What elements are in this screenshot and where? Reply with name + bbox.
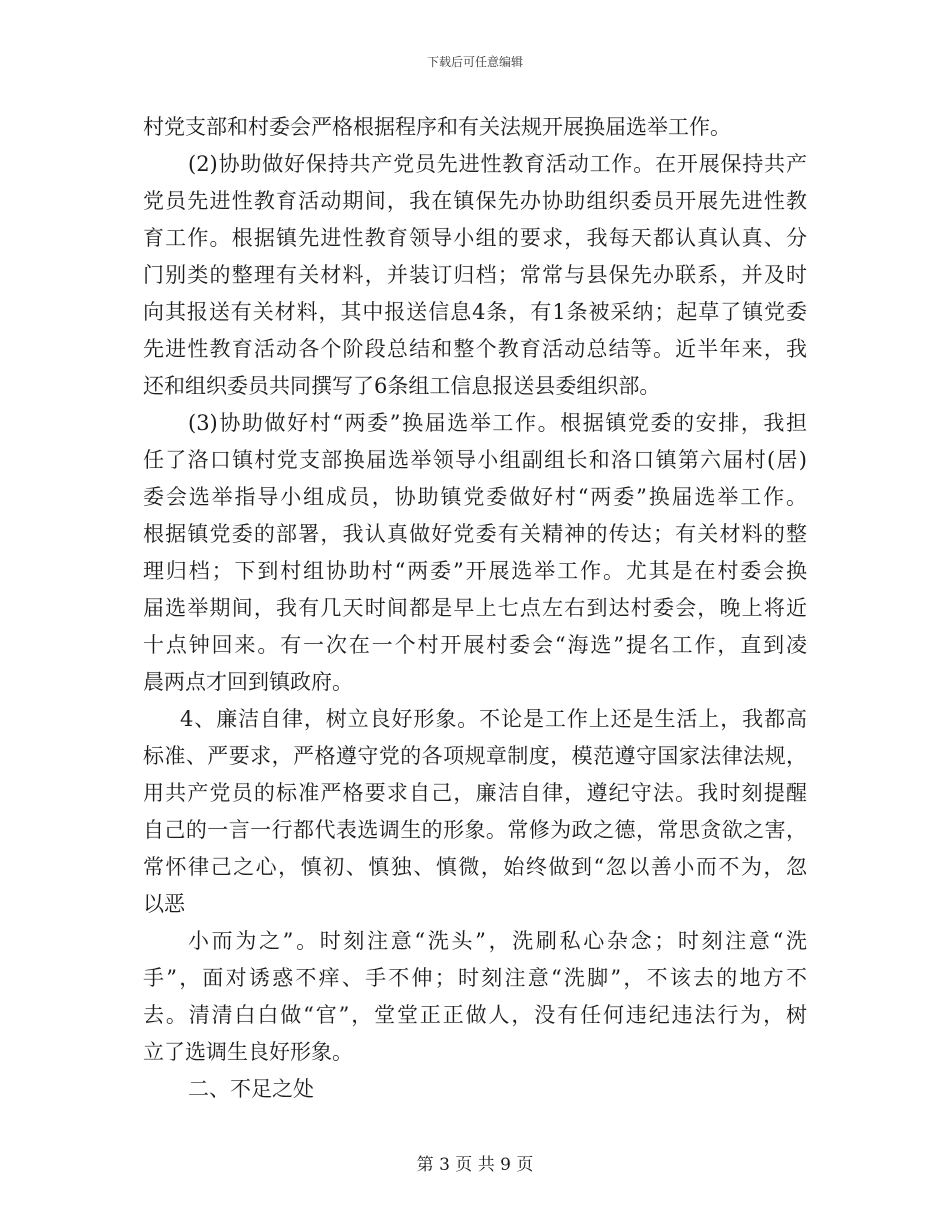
body-line: 门别类的整理有关材料，并装订归档；常常与县保先办联系，并及时 xyxy=(143,263,807,287)
body-line: 晨两点才回到镇政府。 xyxy=(143,670,353,694)
page-header-note: 下载后可任意编辑 xyxy=(426,55,523,69)
body-line: 用共产党员的标准严格要求自己，廉洁自律，遵纪守法。我时刻提醒 xyxy=(143,781,807,805)
page-number: 第 3 页 共 9 页 xyxy=(416,1155,534,1175)
paragraph-start-line: (3)协助做好村“两委”换届选举工作。根据镇党委的安排，我担 xyxy=(188,411,807,435)
body-line: 手”，面对诱惑不痒、手不伸；时刻注意“洗脚”，不该去的地方不 xyxy=(143,966,807,990)
body-line: 村党支部和村委会严格根据程序和有关法规开展换届选举工作。 xyxy=(143,115,731,139)
document-body xyxy=(143,109,807,1108)
body-line: 届选举期间，我有几天时间都是早上七点左右到达村委会，晚上将近 xyxy=(143,596,807,620)
body-line: 任了洛口镇村党支部换届选举领导小组副组长和洛口镇第六届村(居) xyxy=(143,448,807,472)
section-heading: 二、不足之处 xyxy=(188,1077,314,1101)
paragraph-start-line: 小而为之”。时刻注意“洗头”，洗刷私心杂念；时刻注意“洗 xyxy=(188,929,807,953)
body-line: 立了选调生良好形象。 xyxy=(143,1040,353,1064)
body-line: 委会选举指导小组成员，协助镇党委做好村“两委”换届选举工作。 xyxy=(143,485,807,509)
paragraph-start-line: 4、廉洁自律，树立良好形象。不论是工作上还是生活上，我都高 xyxy=(180,707,807,731)
body-line: 先进性教育活动各个阶段总结和整个教育活动总结等。近半年来，我 xyxy=(143,337,807,361)
body-line: 根据镇党委的部署，我认真做好党委有关精神的传达；有关材料的整 xyxy=(143,522,807,546)
body-line: 自己的一言一行都代表选调生的形象。常修为政之德，常思贪欲之害， xyxy=(143,818,807,842)
paragraph-start-line: (2)协助做好保持共产党员先进性教育活动工作。在开展保持共产 xyxy=(188,152,807,176)
body-line: 标准、严要求，严格遵守党的各项规章制度，模范遵守国家法律法规， xyxy=(143,744,807,768)
body-line: 十点钟回来。有一次在一个村开展村委会“海选”提名工作，直到凌 xyxy=(143,633,807,657)
body-line: 育工作。根据镇先进性教育领导小组的要求，我每天都认真认真、分 xyxy=(143,226,807,250)
body-line: 向其报送有关材料，其中报送信息4条，有1条被采纳；起草了镇党委 xyxy=(143,300,807,324)
body-line: 以恶 xyxy=(143,892,185,916)
body-line: 去。清清白白做“官”，堂堂正正做人，没有任何违纪违法行为，树 xyxy=(143,1003,807,1027)
body-line: 还和组织委员共同撰写了6条组工信息报送县委组织部。 xyxy=(143,374,661,398)
body-line: 常怀律己之心，慎初、慎独、慎微，始终做到“忽以善小而不为，忽 xyxy=(143,855,807,879)
body-line: 党员先进性教育活动期间，我在镇保先办协助组织委员开展先进性教 xyxy=(143,189,807,213)
body-line: 理归档；下到村组协助村“两委”开展选举工作。尤其是在村委会换 xyxy=(143,559,807,583)
